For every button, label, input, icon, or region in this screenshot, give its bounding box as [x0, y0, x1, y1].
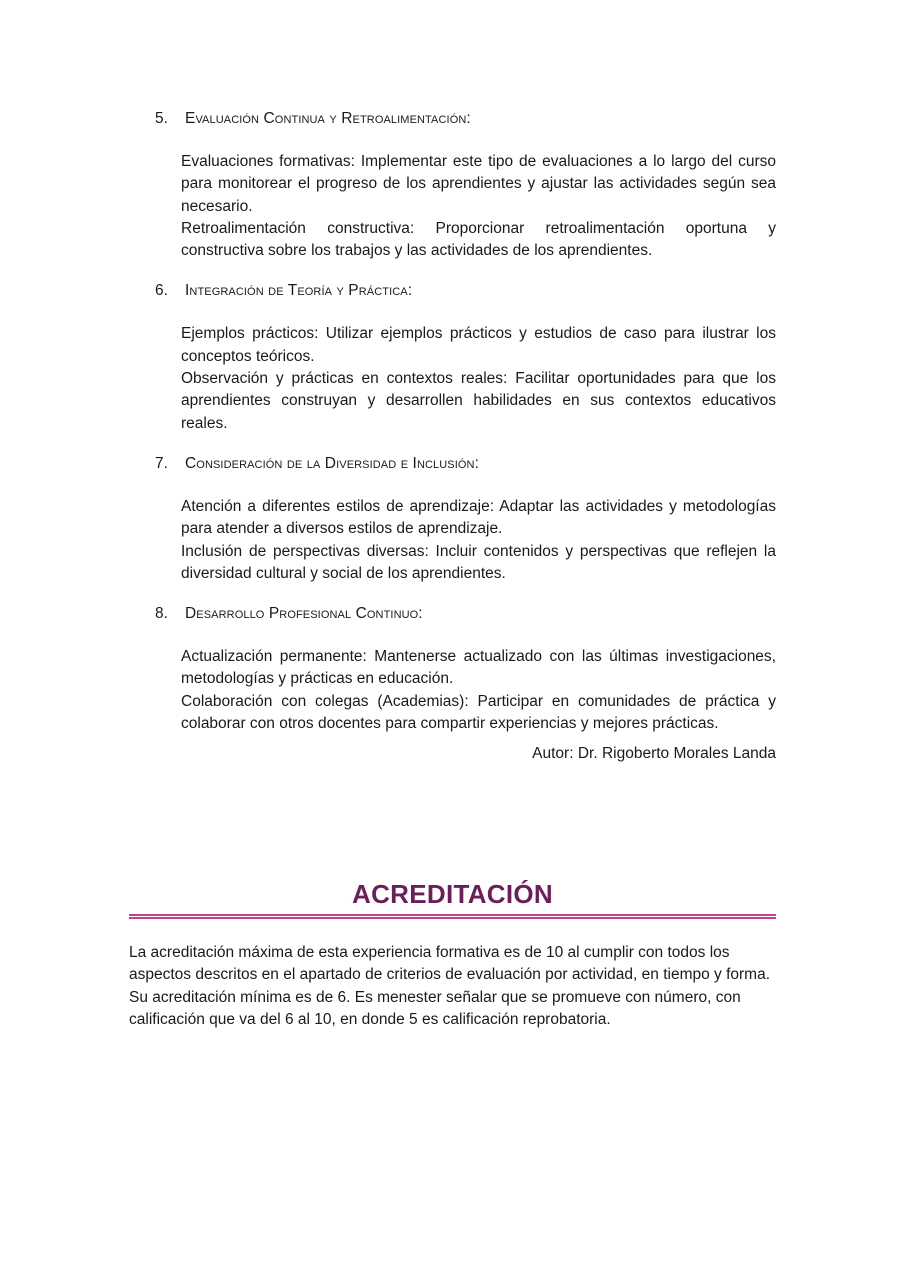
bullet-text: Atención a diferentes estilos de aprendizaje: Adaptar las actividades y metodologías para atender a diversos estilos de aprendizaje.	[181, 497, 776, 538]
bullet-item	[155, 541, 776, 586]
section-number: 8.	[155, 605, 168, 623]
bullet-item	[155, 496, 776, 541]
bullet-icon	[127, 218, 181, 240]
section-heading	[155, 280, 776, 302]
underline-thick	[129, 914, 776, 916]
bullet-text: Colaboración con colegas (Academias): Participar en comunidades de práctica y colaborar con otros docentes para compartir experiencias y mejores prácticas.	[181, 692, 776, 733]
section-title: Evaluación Continua y Retroalimentación:	[185, 110, 471, 127]
bullet-list	[155, 151, 776, 262]
accreditation-paragraph-2: Su acreditación mínima es de 6. Es menester señalar que se promueve con número, con calificación que va del 6 al 10, en donde 5 es calificación reprobatoria.	[129, 988, 741, 1028]
section-6	[155, 280, 776, 434]
bullet-item	[155, 323, 776, 368]
bullet-item	[155, 691, 776, 736]
accreditation-paragraph-1: La acreditación máxima de esta experiencia formativa es de 10 al cumplir con todos los aspectos descritos en el apartado de criterios de evaluación por actividad, en tiempo y forma.	[129, 944, 771, 984]
bullet-item	[155, 151, 776, 218]
section-8	[155, 603, 776, 765]
accreditation-title: ACREDITACIÓN	[352, 879, 553, 909]
section-number: 5.	[155, 110, 168, 127]
section-5	[155, 108, 776, 262]
bullet-text: Actualización permanente: Mantenerse actualizado con las últimas investigaciones, metodologías y prácticas en educación.	[181, 648, 776, 688]
section-number: 6.	[155, 282, 168, 300]
bullet-icon	[127, 691, 181, 713]
title-underline	[129, 914, 776, 919]
bullet-icon	[127, 323, 181, 345]
bullet-icon	[127, 646, 181, 668]
underline-thin	[129, 917, 776, 919]
section-list	[155, 108, 776, 783]
bullet-item	[155, 368, 776, 435]
bullet-icon	[127, 368, 181, 390]
bullet-list	[155, 323, 776, 434]
section-7	[155, 453, 776, 585]
section-title: Consideración de la Diversidad e Inclusión:	[185, 454, 479, 472]
bullet-icon	[127, 151, 181, 173]
section-heading	[155, 108, 776, 130]
bullet-item	[155, 646, 776, 691]
bullet-text: Evaluaciones formativas: Implementar este tipo de evaluaciones a lo largo del curso para monitorear el progreso de los aprendientes y ajustar las actividades según sea necesario.	[181, 153, 776, 215]
bullet-item	[155, 218, 776, 263]
bullet-text: Inclusión de perspectivas diversas: Incluir contenidos y perspectivas que reflejen la diversidad cultural y social de los aprendientes.	[181, 542, 776, 582]
bullet-text: Ejemplos prácticos: Utilizar ejemplos prácticos y estudios de caso para ilustrar los conceptos teóricos.	[181, 325, 776, 365]
bullet-list	[155, 496, 776, 585]
section-heading	[155, 453, 776, 475]
accreditation-body	[129, 942, 776, 1031]
author-line: Autor: Dr. Rigoberto Morales Landa	[532, 745, 776, 763]
section-heading	[155, 603, 776, 625]
bullet-icon	[127, 496, 181, 518]
section-title: Integración de Teoría y Práctica:	[185, 282, 413, 300]
bullet-icon	[127, 541, 181, 563]
bullet-text: Observación y prácticas en contextos reales: Facilitar oportunidades para que los aprendientes construyan y desarrollen habilidades en sus contextos educativos reales.	[181, 370, 776, 432]
section-number: 7.	[155, 454, 168, 472]
section-title: Desarrollo Profesional Continuo:	[185, 605, 423, 623]
bullet-list	[155, 646, 776, 735]
bullet-text: Retroalimentación constructiva: Proporcionar retroalimentación oportuna y constructiva sobre los trabajos y las actividades de los aprendientes.	[181, 219, 776, 260]
accreditation-section	[129, 876, 776, 1031]
